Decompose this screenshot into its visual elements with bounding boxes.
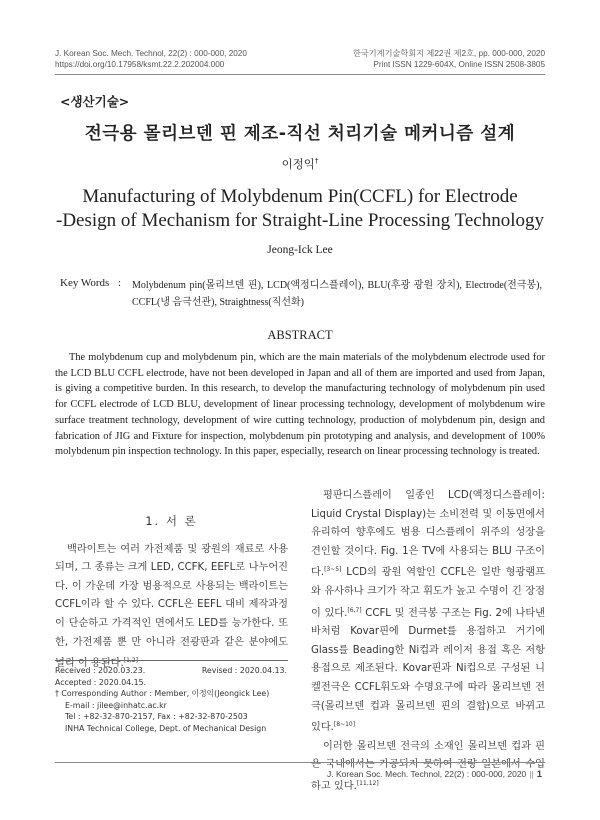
title-english — [0, 185, 600, 233]
body-column-left — [55, 512, 288, 674]
keywords-text: Molybdenum pin(몰리브덴 핀), LCD(액정디스플레이), BLU(후광 광원 장치), Electrode(전극봉), CCFL(냉 음극선관), Straightness(직선화) — [132, 280, 542, 308]
issn-info: Print ISSN 1229-604X, Online ISSN 2508-3805 — [373, 60, 545, 69]
header-divider — [55, 74, 545, 75]
author-english: Jeong-Ick Lee — [267, 244, 333, 256]
intro-paragraph-3-text: 이러한 몰리브덴 전극의 소재인 몰리브덴 컵과 핀은 국내에서는 가공되지 못하여 전량 일본에서 수입하고 있다. — [311, 740, 545, 792]
corresponding-author: † Corresponding Author : Member, 이정익(Jeongick Lee) — [55, 689, 270, 699]
intro-paragraph-2c: CCFL 및 전극봉 구조는 Fig. 2에 나타낸 바처럼 Kovar핀에 Durmet를 용접하고 거기에 Glass를 Beading한 Ni컵과 레이저 용접 혹은 저항용접으로 제조된다. Kovar핀과 Ni컵으로 구성된 니켈전극은 CCFL휘도와 수명요구에 따라 몰리브덴 전극(몰리브덴 컵과 몰리브덴 핀의 결합)으로 바뀌고 있다. — [311, 607, 545, 734]
section-heading-introduction: 1. 서 론 — [145, 514, 198, 528]
journal-header-right — [353, 48, 545, 70]
section-tag: <생산기술> — [60, 94, 130, 109]
footnote-divider — [55, 660, 288, 661]
citation-ref: [11,12] — [356, 779, 379, 787]
intro-paragraph-2 — [311, 487, 545, 738]
author-korean-name: 이정익 — [281, 157, 315, 171]
footer-divider — [55, 762, 545, 763]
body-column-right — [311, 487, 545, 797]
accepted-date: Accepted : 2020.04.15. — [55, 677, 147, 687]
page-number: 1 — [536, 769, 542, 780]
intro-paragraph-2b: LCD의 광원 역할인 CCFL은 일반 형광램프와 유사하나 크기가 작고 휘도가 높고 수명이 긴 장점이 있다. — [311, 567, 545, 619]
journal-citation-korean: 한국기계기술학회지 제22권 제2호, pp. 000-000, 2020 — [352, 49, 545, 58]
intro-paragraph-1 — [55, 541, 288, 674]
footnote-dates — [55, 665, 295, 677]
citation-ref: [1,2] — [123, 657, 138, 665]
author-phone: Tel : +82-32-870-2157, Fax : +82-32-870-2503 — [65, 712, 248, 722]
intro-paragraph-1-text: 백라이트는 여러 가전제품 및 광원의 재료로 사용되며, 그 종류는 크게 LED, CCFK, EEFL로 나누어진다. 이 가운데 가장 범용적으로 사용되는 백라이트는 CCFL이라 할 수 있다. CCFL은 EEFL 대비 제작과정이 단순하고 가격적인 면에서도 LED를 능가한다. 또한, 가전제품 뿐 만 아니라 전광판과 같은 분야에도 널리 이 용된다. — [55, 543, 288, 670]
footnote-block — [55, 665, 295, 735]
abstract-text: The molybdenum cup and molybdenum pin, which are the main materials of the molybdenum electrode used for the LCD BLU CCFL electrode, have not been developed in Japan and all of them are imported and used from Japan, is giving a competitive burden. In this research, to develop the manufacturing technology of molybdenum pin used for CCFL electrode of LCD BLU, development of linear processing technology, development of molybdenum wire surface treatment technology, development of wire cutting technology, production of molybdenum pin, design and fabrication of JIG and Fixture for inspection, molybdenum pin prototyping and analysis, and development of 100% molybdenum pin inspection technology. In this paper, especially, research on linear processing technology is treated. — [55, 352, 545, 458]
intro-paragraph-2a: 평판디스플레이 일종인 LCD(액정디스플레이: Liquid Crystal Display)는 소비전력 및 이동면에서 유리하여 향후에도 범용 디스플레이 위주의 성장을 견인할 것이다. Fig. 1은 TV에 사용되는 BLU 구조이다. — [311, 490, 545, 579]
author-email[interactable]: E-mail : jilee@inhatc.ac.kr — [65, 700, 167, 710]
citation-ref: [3~5] — [324, 566, 342, 574]
title-english-line2: -Design of Mechanism for Straight-Line Processing Technology — [56, 210, 544, 231]
keywords-label: Key Words — [60, 277, 110, 289]
revised-date: Revised : 2020.04.13. — [201, 666, 287, 675]
journal-header-left — [55, 48, 247, 70]
doi-link[interactable]: https://doi.org/10.17958/ksmt.22.2.202004.000 — [55, 60, 225, 69]
footer-citation: J. Korean Soc. Mech. Technol, 22(2) : 000-000, 2020 — [327, 769, 527, 779]
citation-ref: [8~10] — [333, 721, 356, 729]
footer-separator: || — [529, 769, 534, 779]
keywords-colon: : — [118, 277, 122, 289]
page-footer — [327, 769, 542, 780]
author-korean — [0, 156, 600, 172]
citation-ref: [6,7] — [347, 606, 362, 614]
author-affiliation: INHA Technical College, Dept. of Mechanical Design — [65, 723, 267, 733]
intro-paragraph-3 — [311, 738, 545, 797]
title-korean: 전극용 몰리브덴 핀 제조-직선 처리기술 메커니즘 설계 — [84, 124, 516, 144]
title-english-line1: Manufacturing of Molybdenum Pin(CCFL) for Electrode — [82, 186, 518, 207]
abstract-title: ABSTRACT — [267, 328, 333, 342]
journal-citation: J. Korean Soc. Mech. Technol, 22(2) : 000-000, 2020 — [55, 49, 247, 58]
corresponding-mark: † — [314, 157, 319, 166]
received-date: Received : 2020.03.23. — [55, 666, 146, 675]
